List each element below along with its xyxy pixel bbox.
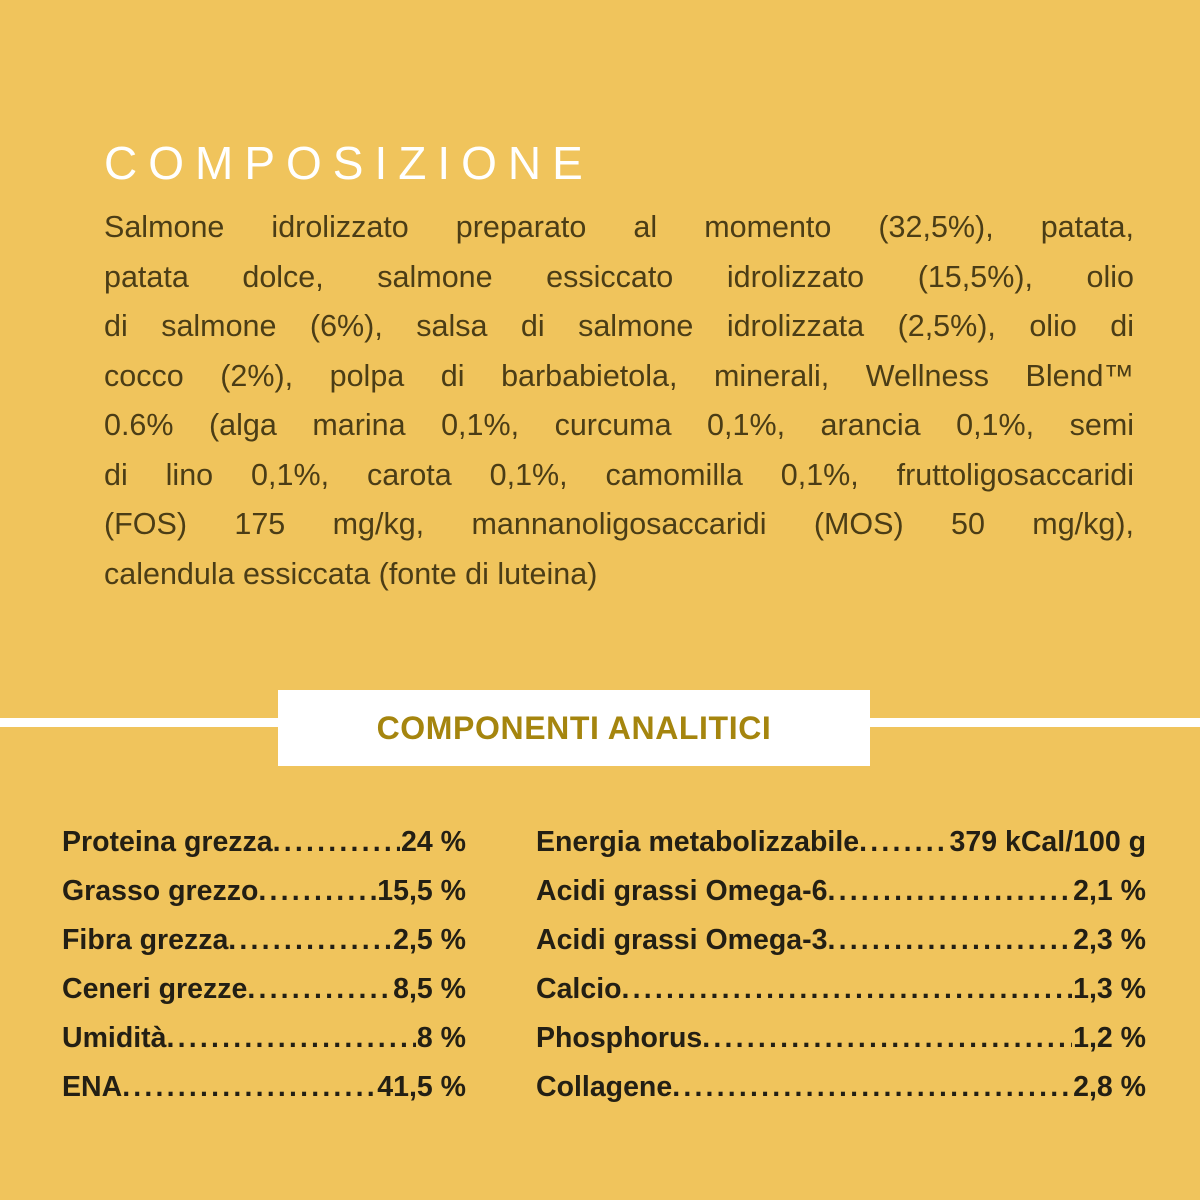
analytics-row [536, 973, 1146, 1022]
analytics-row-value: 2,1 % [1073, 875, 1146, 907]
analytics-row-label: Acidi grassi Omega-3 [536, 924, 828, 956]
analytics-row-label: Proteina grezza [62, 826, 273, 858]
analytics-row-leader [228, 924, 392, 957]
analytics-row-value: 2,8 % [1073, 1071, 1146, 1103]
analytics-row-leader [672, 1071, 1072, 1104]
analytics-row-value: 1,3 % [1073, 973, 1146, 1005]
analytics-row-label: Acidi grassi Omega-6 [536, 875, 828, 907]
analytics-row-leader [258, 875, 376, 908]
analytics-row-value: 379 kCal/100 g [949, 826, 1146, 858]
analytical-components-right-column [536, 826, 1146, 1120]
analytics-row [62, 924, 466, 973]
analytics-row-leader [622, 973, 1073, 1006]
analytics-row-value: 8,5 % [393, 973, 466, 1005]
analytics-row-label: Energia metabolizzabile [536, 826, 860, 858]
analytics-row-label: Grasso grezzo [62, 875, 259, 907]
composition-line: Salmone idrolizzato preparato al momento (32,5%), patata, [104, 210, 1134, 244]
composition-line: cocco (2%), polpa di barbabietola, minerali, Wellness Blend™ [104, 358, 1134, 393]
page-title: COMPOSIZIONE [104, 136, 594, 189]
analytics-row-value: 2,5 % [393, 924, 466, 956]
analytics-row-leader [167, 1022, 416, 1055]
analytics-row-leader [859, 826, 948, 859]
analytics-row [62, 1071, 466, 1120]
analytics-row-value: 1,2 % [1073, 1022, 1146, 1054]
composition-line: patata dolce, salmone essiccato idrolizzato (15,5%), olio [104, 259, 1134, 294]
analytics-row-value: 15,5 % [377, 875, 466, 907]
analytics-row [62, 973, 466, 1022]
analytics-row [536, 1022, 1146, 1071]
analytics-row-label: Ceneri grezze [62, 973, 248, 1005]
analytics-row-value: 8 % [416, 1022, 466, 1054]
analytics-row [62, 1022, 466, 1071]
analytics-row [62, 826, 466, 875]
analytics-row-value: 24 % [401, 826, 466, 858]
analytics-row-label: Phosphorus [536, 1022, 703, 1054]
analytical-components-section [0, 826, 1200, 1120]
analytics-row-value: 2,3 % [1073, 924, 1146, 956]
composition-line: (FOS) 175 mg/kg, mannanoligosaccaridi (MOS) 50 mg/kg), [104, 507, 1134, 541]
analytical-components-banner-label: COMPONENTI ANALITICI [376, 709, 772, 746]
analytics-row [536, 924, 1146, 973]
analytics-row-label: Calcio [536, 973, 622, 1005]
analytics-row-label: Umidità [62, 1022, 167, 1054]
composition-line: calendula essiccata (fonte di luteina) [104, 556, 598, 591]
analytics-row-value: 41,5 % [377, 1071, 466, 1103]
composition-line: 0.6% (alga marina 0,1%, curcuma 0,1%, arancia 0,1%, semi [104, 408, 1134, 442]
analytics-row-leader [273, 826, 400, 859]
analytics-row-label: Fibra grezza [62, 924, 229, 956]
analytics-row-label: Collagene [536, 1071, 673, 1103]
analytical-components-left-column [62, 826, 466, 1120]
analytical-components-banner [278, 690, 870, 766]
composition-line: di salmone (6%), salsa di salmone idrolizzata (2,5%), olio di [104, 309, 1134, 343]
analytics-row-label: ENA [62, 1071, 123, 1103]
analytics-row [62, 875, 466, 924]
analytics-row [536, 826, 1146, 875]
analytics-row [536, 1071, 1146, 1120]
analytics-row [536, 875, 1146, 924]
analytics-row-leader [247, 973, 392, 1006]
analytics-row-leader [827, 924, 1072, 957]
analytics-row-leader [122, 1071, 376, 1104]
analytics-row-leader [827, 875, 1072, 908]
composition-ingredients-text [104, 203, 1134, 599]
analytics-row-leader [702, 1022, 1072, 1055]
composition-line: di lino 0,1%, carota 0,1%, camomilla 0,1%, fruttoligosaccaridi [104, 457, 1134, 492]
